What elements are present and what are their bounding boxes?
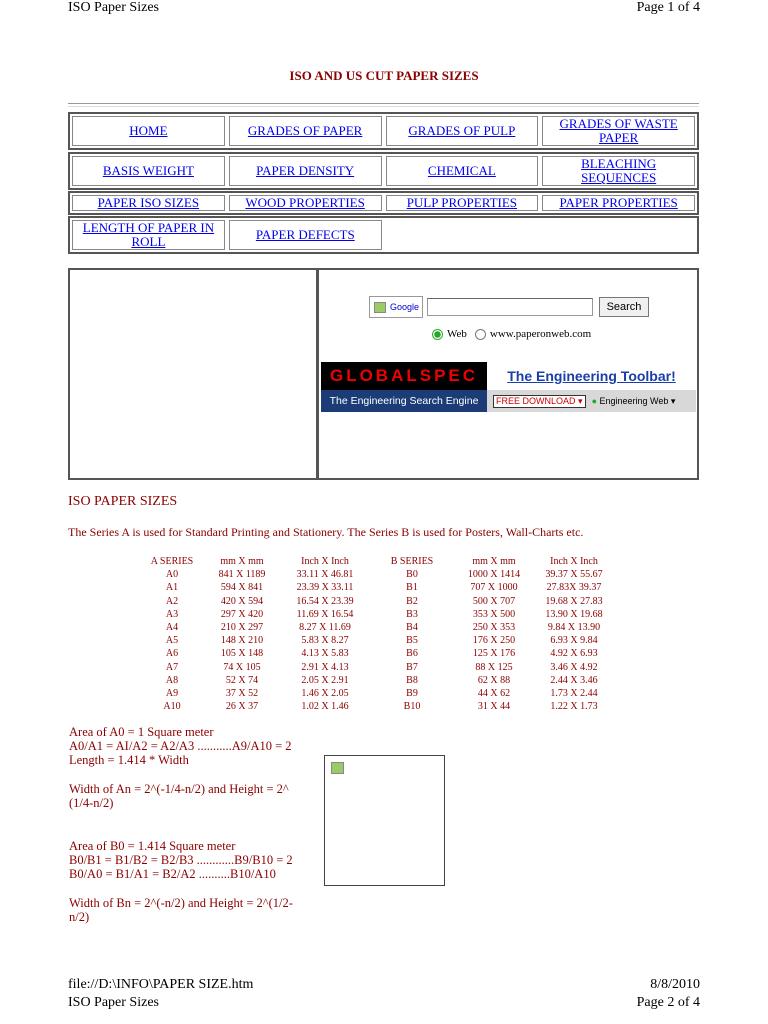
nav-link[interactable]: GRADES OF PAPER [247,123,363,138]
nav-item[interactable] [72,220,225,250]
nav-item[interactable] [229,116,382,146]
table-cell: 1.73 X 2.44 [550,687,598,699]
table-cell: B6 [406,648,418,660]
footer-date: 8/8/2010 [650,977,700,992]
table-cell: 44 X 62 [477,687,511,699]
note-line: Width of An = 2^(-1/4-n/2) and Height = 2^ [69,782,289,796]
table-cell: 62 X 88 [477,674,511,686]
page2-header-page: Page 2 of 4 [636,995,700,1010]
table-cell: 23.39 X 33.11 [296,582,354,594]
table-cell: B3 [406,608,418,620]
table-cell: 4.92 X 6.93 [550,648,598,660]
table-cell: 1.46 X 2.05 [301,687,349,699]
search-input[interactable] [427,298,593,316]
globalspec-logo: GLOBALSPEC [321,362,487,390]
table-cell: A6 [165,648,179,660]
nav-item[interactable] [542,195,695,211]
nav-row [68,112,699,150]
table-cell: 2.44 X 3.46 [550,674,598,686]
table-cell: 88 X 125 [475,661,513,673]
table-row [140,621,614,634]
google-logo-text: Google [390,302,420,312]
nav-item[interactable] [229,195,382,211]
table-header-row [140,555,614,568]
note-line: A0/A1 = AI/A2 = A2/A3 ...........A9/A10 = 2 [69,739,292,753]
note-line: B0/A0 = B1/A1 = B2/A2 ..........B10/A10 [69,867,276,881]
table-cell: 13.90 X 19.68 [545,608,603,620]
nav-link[interactable]: GRADES OF WASTE PAPER [559,116,678,145]
toolbar-strip [487,390,696,412]
table-cell: A8 [165,674,179,686]
table-cell: A10 [163,701,181,713]
table-cell: 297 X 420 [220,608,264,620]
search-options [432,328,591,340]
table-cell: 52 X 74 [225,674,259,686]
table-row [140,581,614,594]
table-cell: 16.54 X 23.39 [296,595,354,607]
radio-web[interactable] [432,329,443,340]
nav-item[interactable] [386,195,539,211]
footer-path: file://D:\INFO\PAPER SIZE.htm [68,977,254,992]
table-cell: 2.91 X 4.13 [301,661,349,673]
table-cell: 250 X 353 [472,622,516,634]
nav-link[interactable]: PAPER DENSITY [256,163,355,178]
table-cell: 9.84 X 13.90 [547,622,601,634]
globalspec-tagline: The Engineering Search Engine [321,390,487,412]
table-cell: 37 X 52 [225,687,259,699]
table-cell: A5 [165,635,179,647]
broken-image-icon [331,762,344,774]
nav-link[interactable]: WOOD PROPERTIES [245,195,365,210]
radio-web-label: Web [447,328,467,340]
table-cell: A2 [165,595,179,607]
globe-icon: ● [591,395,597,406]
table-cell: B2 [406,595,418,607]
column-header: mm X mm [472,556,516,568]
radio-site[interactable] [475,329,486,340]
note-line: B0/B1 = B1/B2 = B2/B3 ............B9/B10 = 2 [69,853,293,867]
table-cell: 176 X 250 [472,635,516,647]
nav-row [68,152,699,190]
table-cell: 26 X 37 [225,701,259,713]
table-cell: 3.46 X 4.92 [550,661,598,673]
left-empty-panel [68,268,318,480]
toolbar-link[interactable]: The Engineering Toolbar! [487,362,696,390]
title-divider [68,103,699,107]
nav-item[interactable] [386,156,539,186]
page2-header-title: ISO Paper Sizes [68,995,159,1010]
print-header-page: Page 1 of 4 [636,0,700,15]
nav-row [68,216,699,254]
table-cell: B1 [406,582,418,594]
column-header: Inch X Inch [301,556,349,568]
table-cell: 2.05 X 2.91 [301,674,349,686]
column-header: Inch X Inch [550,556,598,568]
dropdown-arrow-icon: ▾ [578,395,583,406]
engineering-web-dropdown[interactable]: ● Engineering Web ▾ [591,395,676,406]
table-cell: A1 [165,582,179,594]
table-cell: 594 X 841 [220,582,264,594]
column-header: A SERIES [150,556,194,568]
table-row [140,700,614,713]
table-cell: 353 X 500 [472,608,516,620]
table-cell: 5.83 X 8.27 [301,635,349,647]
table-row [140,674,614,687]
table-cell: 74 X 105 [223,661,261,673]
table-cell: 105 X 148 [220,648,264,660]
note-a-formula [69,782,289,810]
free-download-select[interactable] [493,395,586,408]
note-line: Area of A0 = 1 Square meter [69,725,214,739]
nav-empty-cell [386,220,695,250]
nav-row [68,191,699,215]
nav-link[interactable]: CHEMICAL [427,163,496,178]
table-row [140,661,614,674]
table-row [140,595,614,608]
section-title: ISO PAPER SIZES [68,494,178,509]
note-b-area [69,839,293,881]
nav-link[interactable]: PAPER ISO SIZES [97,195,200,210]
engineering-web-label: Engineering Web [599,395,669,406]
table-cell: A0 [165,569,179,581]
table-cell: 125 X 176 [472,648,516,660]
search-button[interactable]: Search [599,297,649,317]
note-line: Width of Bn = 2^(-n/2) and Height = 2^(1/2- [69,896,293,910]
table-cell: B0 [406,569,418,581]
intro-text: The Series A is used for Standard Printing and Stationery. The Series B is used for Posters, Wall-Charts etc. [68,525,584,539]
free-download-label: FREE DOWNLOAD [496,395,576,406]
nav-item[interactable] [542,116,695,146]
table-cell: 27.83X 39.37 [546,582,602,594]
nav-item[interactable] [72,195,225,211]
search-panel [317,268,699,480]
note-line: Length = 1.414 * Width [69,753,189,767]
nav-item[interactable] [229,156,382,186]
table-cell: A7 [165,661,179,673]
table-cell: B4 [406,622,418,634]
table-cell: 1.22 X 1.73 [550,701,598,713]
table-cell: A3 [165,608,179,620]
table-row [140,687,614,700]
nav-item[interactable] [229,220,382,250]
note-line: Area of B0 = 1.414 Square meter [69,839,236,853]
nav-item[interactable] [386,116,539,146]
nav-link[interactable]: PAPER PROPERTIES [559,195,678,210]
table-cell: 19.68 X 27.83 [545,595,603,607]
nav-link[interactable]: PULP PROPERTIES [406,195,518,210]
column-header: mm X mm [220,556,264,568]
table-cell: 4.13 X 5.83 [301,648,349,660]
print-header-title: ISO Paper Sizes [68,0,159,15]
nav-link[interactable]: LENGTH OF PAPER IN ROLL [82,220,215,249]
nav-item[interactable] [542,156,695,186]
nav-item[interactable] [72,116,225,146]
table-row [140,634,614,647]
table-cell: B5 [406,635,418,647]
column-header: B SERIES [390,556,434,568]
radio-site-label: www.paperonweb.com [489,328,592,340]
broken-image-icon [374,302,386,313]
table-cell: 6.93 X 9.84 [550,635,598,647]
nav-item[interactable] [72,156,225,186]
table-row [140,568,614,581]
table-cell: 210 X 297 [220,622,264,634]
note-line: (1/4-n/2) [69,796,114,810]
table-cell: 8.27 X 11.69 [299,622,351,634]
table-cell: B8 [406,674,418,686]
table-cell: 420 X 594 [220,595,264,607]
table-cell: 11.69 X 16.54 [296,608,354,620]
nav-link[interactable]: PAPER DEFECTS [255,227,355,242]
page-title: ISO AND US CUT PAPER SIZES [289,68,479,83]
table-cell: 148 X 210 [220,635,264,647]
table-cell: 841 X 1189 [218,569,266,581]
table-row [140,647,614,660]
table-cell: 31 X 44 [477,701,511,713]
note-a-area [69,725,292,767]
table-cell: B9 [406,687,418,699]
nav-link[interactable]: GRADES OF PULP [408,123,516,138]
image-placeholder [324,755,445,886]
table-cell: 707 X 1000 [470,582,518,594]
table-cell: A9 [165,687,179,699]
note-line: n/2) [69,910,90,924]
table-cell: 33.11 X 46.81 [296,569,354,581]
nav-link[interactable]: HOME [129,123,168,138]
note-b-formula [69,896,293,924]
table-cell: 1000 X 1414 [467,569,521,581]
nav-link[interactable]: BASIS WEIGHT [102,163,194,178]
paper-sizes-table [140,555,614,713]
google-logo [369,296,423,318]
table-cell: 39.37 X 55.67 [545,569,603,581]
table-cell: B7 [406,661,418,673]
nav-link[interactable]: BLEACHING SEQUENCES [581,156,657,185]
table-row [140,608,614,621]
table-cell: B10 [403,701,421,713]
table-cell: 500 X 707 [472,595,516,607]
table-cell: 1.02 X 1.46 [301,701,349,713]
table-cell: A4 [165,622,179,634]
globalspec-banner[interactable] [321,362,696,412]
